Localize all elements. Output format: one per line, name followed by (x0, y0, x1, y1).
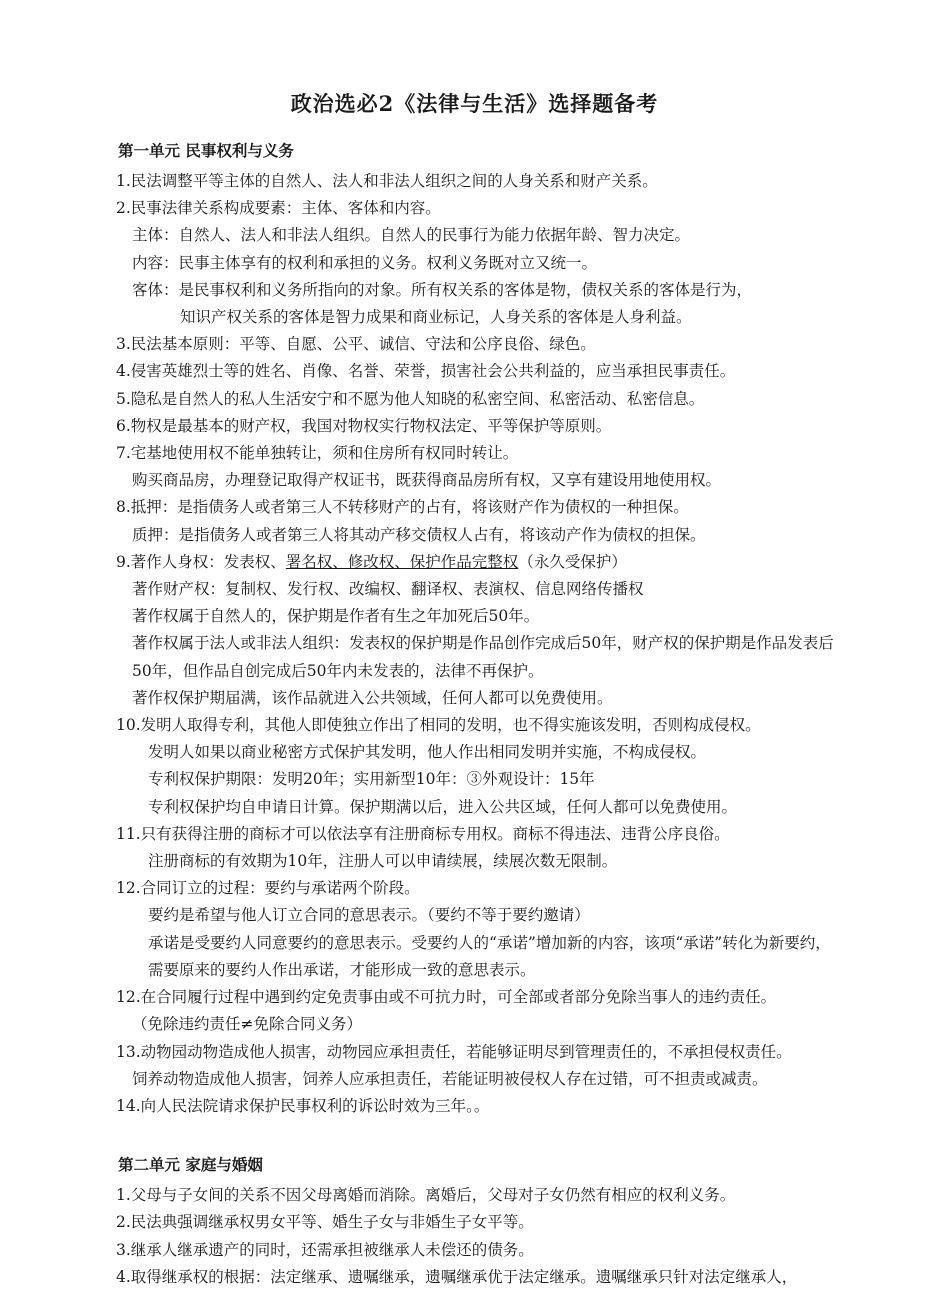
list-item: 著作财产权：复制权、发行权、改编权、翻译权、表演权、信息网络传播权 (132, 580, 644, 599)
list-item: 12.在合同履行过程中遇到约定免责事由或不可抗力时，可全部或者部分免除当事人的违约责任。 (116, 988, 777, 1007)
list-item: 1.父母与子女间的关系不因父母离婚而消除。离婚后，父母对子女仍然有相应的权利义务。 (116, 1186, 736, 1205)
list-item: 5.隐私是自然人的私人生活安宁和不愿为他人知晓的私密空间、私密活动、私密信息。 (116, 389, 705, 408)
list-item: 7.宅基地使用权不能单独转让，须和住房所有权同时转让。 (116, 444, 519, 463)
text-segment: 承诺是受要约人同意要约的意思表示。受要约人的“承诺”增加新的内容，该项“承诺”转化为新要约，需要原来的要约人作出承诺，才能形成一致的意思表示。 (148, 933, 831, 979)
list-item: 内容：民事主体享有的权利和承担的义务。权利义务既对立又统一。 (132, 253, 598, 272)
list-item: 主体：自然人、法人和非法人组织。自然人的民事行为能力依据年龄、智力决定。 (132, 226, 691, 245)
list-item: 专利权保护均自申请日计算。保护期满以后，进入公共区域，任何人都可以免费使用。 (148, 797, 738, 816)
list-item (0, 930, 949, 984)
list-item: 要约是希望与他人订立合同的意思表示。（要约不等于要约邀请） (148, 906, 590, 925)
list-item: 2.民法典强调继承权男女平等、婚生子女与非婚生子女平等。 (116, 1213, 534, 1232)
list-item: 2.民事法律关系构成要素：主体、客体和内容。 (116, 199, 441, 218)
list-item: 14.向人民法院请求保护民事权利的诉讼时效为三年。。 (116, 1096, 490, 1115)
list-item: 著作权属于自然人的，保护期是作者有生之年加死后50年。 (132, 607, 540, 626)
list-item: 饲养动物造成他人损害，饲养人应承担责任，若能证明被侵权人存在过错，可不担责或减责。 (132, 1069, 768, 1088)
list-item (0, 630, 949, 684)
list-item: 1.民法调整平等主体的自然人、法人和非法人组织之间的人身关系和财产关系。 (116, 172, 658, 190)
list-item: 13.动物园动物造成他人损害，动物园应承担责任，若能够证明尽到管理责任的，不承担侵权责任。 (116, 1042, 792, 1061)
list-item: 发明人如果以商业秘密方式保护其发明，他人作出相同发明并实施，不构成侵权。 (148, 743, 707, 762)
list-item: 注册商标的有效期为10年，注册人可以申请续展，续展次数无限制。 (148, 852, 618, 871)
list-item: 著作权保护期届满，该作品就进入公共领域，任何人都可以免费使用。 (132, 688, 613, 707)
list-item: 12.合同订立的过程：要约与承诺两个阶段。 (116, 879, 420, 898)
underlined-text: 署名权、修改权、保护作品完整权 (285, 552, 519, 571)
list-item: 6.物权是最基本的财产权，我国对物权实行物权法定、平等保护等原则。 (116, 416, 612, 435)
list-item: 购买商品房，办理登记取得产权证书，既获得商品房所有权，又享有建设用地使用权。 (132, 471, 722, 490)
unit-heading-1: 第一单元 民事权利与义务 (118, 141, 294, 160)
list-item: 专利权保护期限：发明20年；实用新型10年：③外观设计：15年 (148, 770, 595, 789)
list-item: 知识产权关系的客体是智力成果和商业标记，人身关系的客体是人身利益。 (180, 308, 692, 327)
text-segment: （永久受保护） (518, 552, 627, 571)
list-item: 3.继承人继承遗产的同时，还需承担被继承人未偿还的债务。 (116, 1240, 534, 1259)
list-item: 质押：是指债务人或者第三人将其动产移交债权人占有，将该动产作为债权的担保。 (132, 525, 706, 544)
text-segment: 9.著作人身权：发表权、 (116, 552, 286, 571)
list-item: 10.发明人取得专利，其他人即使独立作出了相同的发明，也不得实施该发明，否则构成侵权。 (116, 716, 761, 735)
list-item (0, 549, 949, 576)
list-item: 3.民法基本原则：平等、自愿、公平、诚信、守法和公序良俗、绿色。 (116, 335, 596, 354)
document-title: 政治选必2《法律与生活》选择题备考 (290, 91, 659, 116)
list-item: 8.抵押：是指债务人或者第三人不转移财产的占有，将该财产作为债权的一种担保。 (116, 498, 689, 517)
list-item: 11.只有获得注册的商标才可以依法享有注册商标专用权。商标不得违法、违背公序良俗。 (116, 824, 730, 843)
text-segment: 著作权属于法人或非法人组织：发表权的保护期是作品创作完成后50年，财产权的保护期是作品发表后50年，但作品自创完成后50年内未发表的，法律不再保护。 (132, 634, 834, 680)
list-item: 4.取得继承权的根据：法定继承、遗嘱继承，遗嘱继承优于法定继承。遗嘱继承只针对法定继承人， (116, 1267, 798, 1286)
list-item: （免除违约责任≠免除合同义务） (132, 1015, 362, 1034)
unit-heading-2: 第二单元 家庭与婚姻 (118, 1155, 263, 1175)
list-item: 客体：是民事权利和义务所指向的对象。所有权关系的客体是物，债权关系的客体是行为， (132, 280, 753, 299)
list-item: 4.侵害英雄烈士等的姓名、肖像、名誉、荣誉，损害社会公共利益的，应当承担民事责任。 (116, 362, 736, 381)
